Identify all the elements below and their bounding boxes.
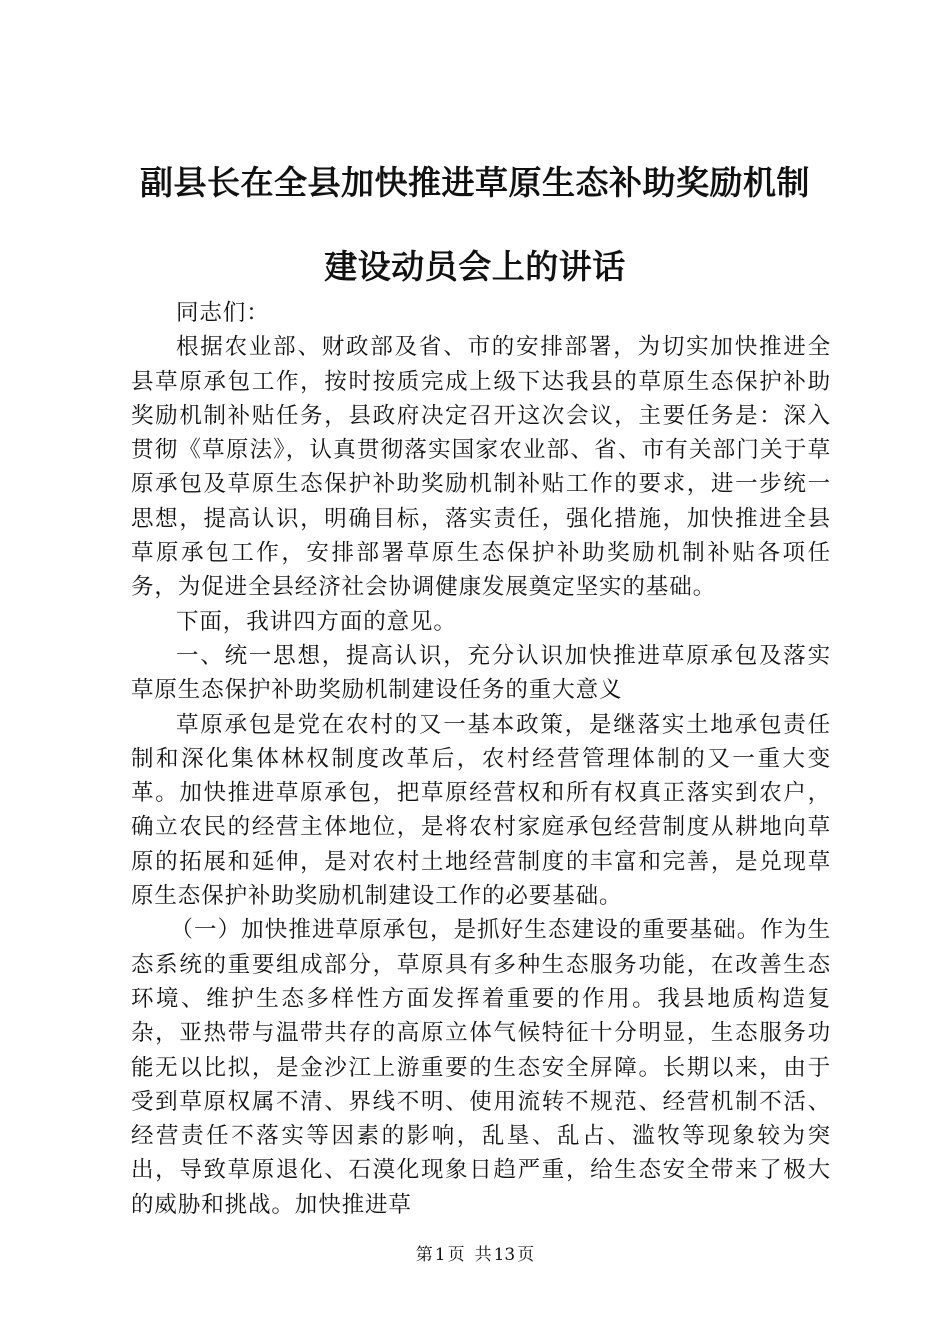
page-footer: [0, 1244, 950, 1266]
page-unit: 页: [447, 1245, 465, 1265]
body-paragraph: 根据农业部、财政部及省、市的安排部署，为切实加快推进全县草原承包工作，按时按质完成上级下达我县的草原生态保护补助奖励机制补贴任务，县政府决定召开这次会议，主要任务是：深入贯彻《草原法》，认真贯彻落实国家农业部、省、市有关部门关于草原承包及草原生态保护补助奖励机制补贴工作的要求，进一步统一思想，提高认识，明确目标，落实责任，强化措施，加快推进全县草原承包工作，安排部署草原生态保护补助奖励机制补贴各项任务，为促进全县经济社会协调健康发展奠定坚实的基础。: [131, 334, 831, 601]
total-prefix: 共: [474, 1245, 492, 1265]
document-title-line-2: 建设动员会上的讲话: [324, 247, 626, 286]
page-prefix: 第: [415, 1245, 433, 1265]
body-paragraph: 下面，我讲四方面的意见。: [176, 608, 457, 635]
section-heading: 一、统一思想，提高认识，充分认识加快推进草原承包及落实草原生态保护补助奖励机制建设任务的重大意义: [131, 642, 831, 704]
total-unit: 页: [517, 1245, 535, 1265]
document-title-line-1: 副县长在全县加快推进草原生态补助奖励机制: [140, 163, 810, 202]
body-paragraph: 草原承包是党在农村的又一基本政策，是继落实土地承包责任制和深化集体林权制度改革后，农村经营管理体制的又一重大变革。加快推进草原承包，把草原经营权和所有权真正落实到农户，确立农民的经营主体地位，是将农村家庭承包经营制度从耕地向草原的拓展和延伸，是对农村土地经营制度的丰富和完善，是兑现草原生态保护补助奖励机制建设工作的必要基础。: [131, 711, 831, 910]
subsection-paragraph: （一）加快推进草原承包，是抓好生态建设的重要基础。作为生态系统的重要组成部分，草原具有多种生态服务功能，在改善生态环境、维护生态多样性方面发挥着重要的作用。我县地质构造复杂，亚热带与温带共存的高原立体气候特征十分明显，生态服务功能无以比拟，是金沙江上游重要的生态安全屏障。长期以来，由于受到草原权属不清、界线不明、使用流转不规范、经营机制不活、经营责任不落实等因素的影响，乱垦、乱占、滥牧等现象较为突出，导致草原退化、石漠化现象日趋严重，给生态安全带来了极大的威胁和挑战。加快推进草: [131, 917, 831, 1218]
total-pages: 13: [493, 1245, 516, 1265]
document-body: [131, 296, 831, 1222]
salutation: 同志们：: [176, 300, 270, 326]
page-number: 1: [434, 1245, 446, 1265]
